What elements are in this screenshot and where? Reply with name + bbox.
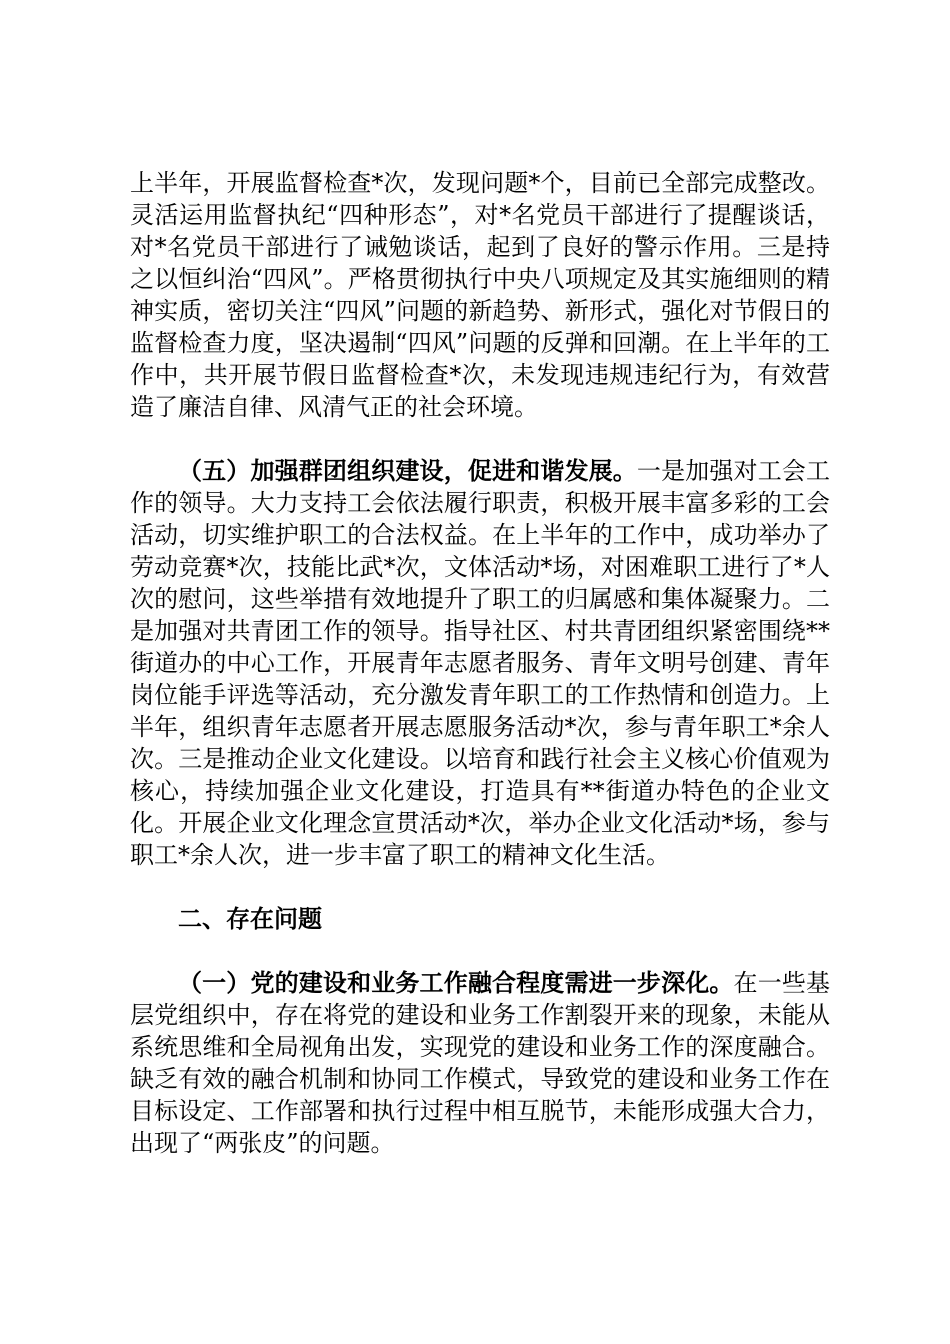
section-title-problems-text: 二、存在问题	[178, 905, 322, 933]
document-body	[130, 167, 830, 1159]
paragraph-supervision-text: 上半年，开展监督检查*次，发现问题*个，目前已全部完成整改。灵活运用监督执纪“四种形态”，对*名党员干部进行了提醒谈话，对*名党员干部进行了诫勉谈话，起到了良好的警示作用。三是持之以恒纠治“四风”。严格贯彻执行中央八项规定及其实施细则的精神实质，密切关注“四风”问题的新趋势、新形式，强化对节假日的监督检查力度，坚决遏制“四风”问题的反弹和回潮。在上半年的工作中，共开展节假日监督检查*次，未发现违规违纪行为，有效营造了廉洁自律、风清气正的社会环境。	[130, 169, 830, 421]
section-5-heading: （五）加强群团组织建设，促进和谐发展。	[178, 457, 637, 485]
paragraph-problem-1	[130, 967, 830, 1159]
paragraph-supervision	[130, 167, 830, 423]
section-5-body: 一是加强对工会工作的领导。大力支持工会依法履行职责，积极开展丰富多彩的工会活动，切实维护职工的合法权益。在上半年的工作中，成功举办了劳动竞赛*次，技能比武*次，文体活动*场，对困难职工进行了*人次的慰问，这些举措有效地提升了职工的归属感和集体凝聚力。二是加强对共青团工作的领导。指导社区、村共青团组织紧密围绕**街道办的中心工作，开展青年志愿者服务、青年文明号创建、青年岗位能手评选等活动，充分激发青年职工的工作热情和创造力。上半年，组织青年志愿者开展志愿服务活动*次，参与青年职工*余人次。三是推动企业文化建设。以培育和践行社会主义核心价值观为核心，持续加强企业文化建设，打造具有**街道办特色的企业文化。开展企业文化理念宣贯活动*次，举办企业文化活动*场，参与职工*余人次，进一步丰富了职工的精神文化生活。	[130, 457, 830, 869]
paragraph-section-5	[130, 455, 830, 871]
problem-1-heading: （一）党的建设和业务工作融合程度需进一步深化。	[178, 969, 734, 997]
section-title-problems	[130, 903, 830, 935]
problem-1-body: 在一些基层党组织中，存在将党的建设和业务工作割裂开来的现象，未能从系统思维和全局视角出发，实现党的建设和业务工作的深度融合。缺乏有效的融合机制和协同工作模式，导致党的建设和业务工作在目标设定、工作部署和执行过程中相互脱节，未能形成强大合力，出现了“两张皮”的问题。	[130, 969, 831, 1157]
